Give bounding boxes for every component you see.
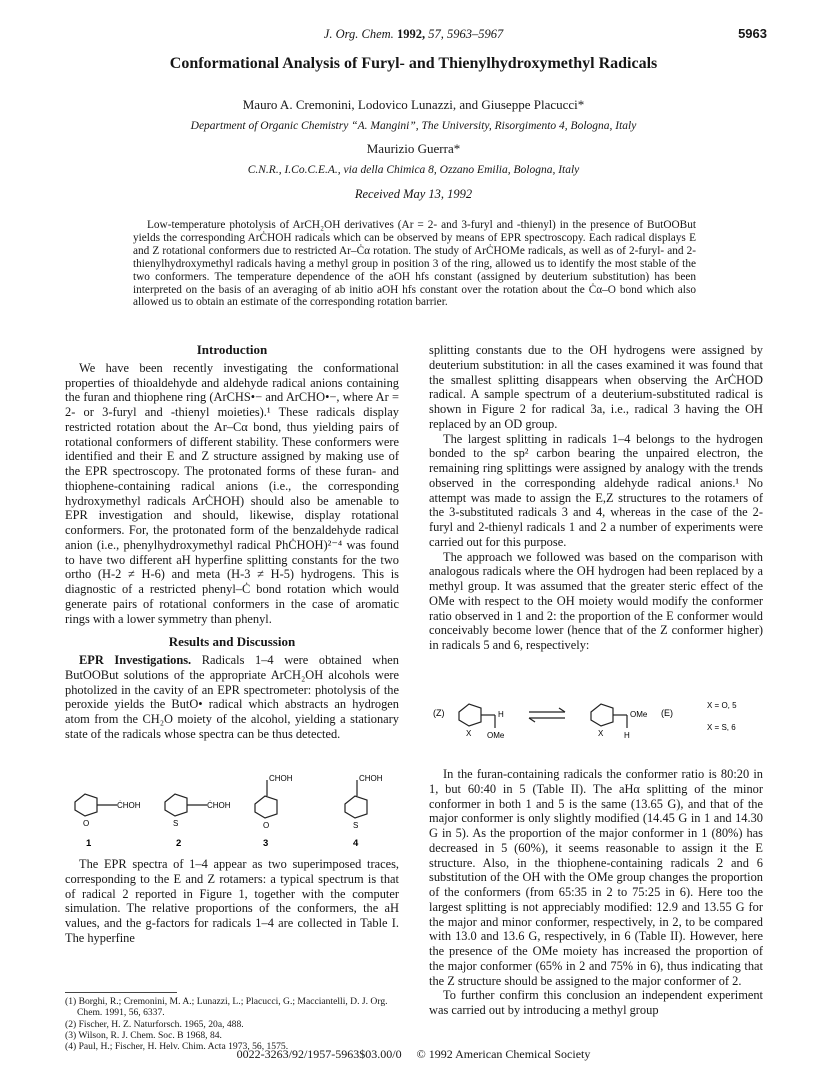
x-left: X [466,729,472,738]
condition-s: X = S, 6 [707,723,736,732]
footnote-3: (3) Wilson, R. J. Chem. Soc. B 1968, 84. [65,1029,222,1041]
intro-paragraph: We have been recently investigating the conformational properties of thioaldehyde and aldehyde radical anions containing the furan and thiophene ring (ArCHS•− and ArCHO•−, where Ar = 2- or 3-furyl and -thienyl moieties).¹ These radicals display restricted rotation about the Ar–Cα bond, thus yielding pairs of rotational conformers of different stability. These conformers were identified and their E and Z structure assigned by making use of the EPR spectroscopy. The protonated forms of these furan- and thiophene-containing radical anions (i.e., the corresponding hydroxymethyl radicals ArĊHOH) should also be amenable to EPR investigation and should, likewise, display rotational conformers. For, the protonated form of the benzaldehyde radical anion (i.e., phenylhydroxymethyl radical PhĊHOH)²⁻⁴ was found to have two different aH hyperfine splitting constants for the two ortho (H-2 ≠ H-6) and meta (H-3 ≠ H-5) hydrogens. This is diagnostic of a restricted phenyl–Ċ bond rotation which would generate pairs of rotational conformers in the case of aromatic rings with a lower symmetry than phenyl. [65,360,399,626]
structure-4 [345,774,383,849]
right-paragraph-3: The approach we followed was based on the comparison with analogous radicals where the OH hydrogen had been replaced by a methyl group. It was assumed that the greater steric effect of the OMe with respect to the OH moiety would modify the conformer ratio observed in 1 and 2: the proportion of the E conformer would conceivably become lower (hence that of the Z conformer higher) in radicals 5 and 6, respectively: [429,549,763,652]
page-footer [0,1047,827,1062]
structures-1-4 [65,774,399,854]
right-paragraph-4: In the furan-containing radicals the conformer ratio is 80:20 in 1, but 60:40 in 5 (Table II). The aHα splitting of the minor conformer in both 1 and 5 is the same (13.65 G), and that of the major conformer is only slightly modified (14.45 G in 1 and 14.30 G in 5). As the proportion of the major conformer in 1 (80%) has decreased in 5 (60%), it seems reasonable to assign it the E structure. Also, in the thiophene-containing radicals 2 and 6 substitution of the OH with the OMe group changes the proportion of the conformers (from 65:35 in 2 to 75:25 in 6). Here too the largest splitting is not appreciably modified: 12.9 and 13.55 G for the major and minor conformer, respectively, in 2, to be compared with 13.0 and 13.6 G, respectively, in 6 (Table II). However, here the presence of the OMe moiety has increased the proportion of the major conformer (65% in 2 and 75% in 6), thus indicating that the Z structure should be assigned to the major conformer of 2. [429,767,763,988]
footnote-4: (4) Paul, H.; Fischer, H. Helv. Chim. Acta 1973, 56, 1575. [65,1041,289,1053]
x-right: X [598,729,604,738]
author-list: Mauro A. Cremonini, Lodovico Lunazzi, and Giuseppe Placucci* [242,97,585,112]
hetero-4: S [353,821,359,830]
hetero-2: S [173,819,179,828]
page-number: 5963 [738,26,767,41]
footnote-1: (1) Borghi, R.; Cremonini, M. A.; Lunazzi, L.; Placucci, G.; Macciantelli, D. J. Org. Chem. 1991, 56, 6337. [65,996,388,1019]
equilibrium-scheme [429,690,763,760]
affiliation-1: Department of Organic Chemistry “A. Mangini”, The University, Risorgimento 4, Bologna, Italy [190,120,637,132]
label-1: ĊHOH [117,801,141,810]
condition-o: X = O, 5 [707,701,737,710]
structure-1 [75,794,141,849]
footnotes [65,992,399,1052]
journal-year: 1992, [396,27,426,41]
journal-volume: 57, [428,27,444,41]
label-2: ĊHOH [207,801,231,810]
number-3: 3 [263,838,269,849]
footnote-rule [65,992,177,993]
h-right: H [624,731,630,740]
z-label: (Z) [433,708,445,718]
e-label: (E) [661,708,673,718]
epr-text: Radicals 1–4 were obtained when ButOOBut solutions of the appropriate ArCH₂OH alcohols were photolized in the cavity of an EPR spectrometer: photolysis of the peroxide yields the ButO• radical which abstracts an hydrogen atom from the CH₂O moiety of the alcohol, yielding a stationary state of the radicals whose spectra can be thus detected. [65,653,399,741]
author-2: Maurizio Guerra* [366,141,461,156]
left-column-continued [65,857,399,946]
epr-paragraph-2: The EPR spectra of 1–4 appear as two superimposed traces, corresponding to the E and Z rotamers: a typical spectrum is that of radical 2 reported in Figure 1, together with the computer simulation. The relative proportions of the conformers, the aH values, and the g-factors for radicals 1–4 are collected in Table I. The hyperfine [65,857,399,945]
h-left: H [498,710,504,719]
structure-3 [255,774,293,849]
received-date: Received May 13, 1992 [354,187,473,201]
hetero-1: O [83,819,90,828]
left-column [65,343,399,742]
number-1: 1 [86,838,92,849]
right-paragraph-1: splitting constants due to the OH hydrogens were assigned by deuterium substitution: in all the cases examined it was found that the smallest splitting disappears when observing the ArĊHOD radical. A sample spectrum of a deuterium-substituted radical is shown in Figure 2 for radical 3a, i.e., radical 3 having the OH replaced by an OD group. [429,343,763,431]
structure-2 [165,794,231,849]
ome-left: OMe [487,731,505,740]
journal-pages: 5963–5967 [446,27,504,41]
footnote-2: (2) Fischer, H. Z. Naturforsch. 1965, 20a, 488. [65,1018,244,1030]
label-4: ĊHOH [359,774,383,783]
number-4: 4 [353,838,359,849]
affiliation-2: C.N.R., I.Co.C.E.A., via della Chimica 8, Ozzano Emilia, Bologna, Italy [247,164,580,176]
paper-title: Conformational Analysis of Furyl- and Thienylhydroxymethyl Radicals [169,55,658,72]
intro-heading: Introduction [196,342,268,357]
right-column [429,343,763,653]
results-heading: Results and Discussion [168,634,296,650]
right-column-continued [429,767,763,1018]
journal-name: J. Org. Chem. [323,27,394,41]
epr-label: EPR Investigations. [79,653,192,667]
ome-right: OMe [630,710,648,719]
copyright: © 1992 American Chemical Society [416,1047,591,1061]
journal-citation [0,27,827,42]
right-paragraph-2: The largest splitting in radicals 1–4 belongs to the hydrogen bonded to the sp² carbon bearing the unpaired electron, the remaining ring splittings were assigned by analogy with the trends observed in the corresponding aldehyde radical anions.¹ No attempt was made to assign the E,Z structures to the rotamers of the 3-substituted radicals 3 and 4, whereas in the case of the 2-furyl and 2-thienyl radicals 1 and 2 a number of experiments were carried out for this purpose. [429,431,763,549]
abstract: Low-temperature photolysis of ArCH₂OH derivatives (Ar = 2- and 3-furyl and -thienyl) in the presence of ButOOBut yields the corresponding ArĊHOH radicals which can be observed by means of EPR spectroscopy. Each radical displays E and Z rotational conformers due to restricted Ar–Ċα rotation. The study of ArĊHOMe radicals, as well as of 2-furyl- and 2-thienylhydroxymethyl radicals having a methyl group in position 3 of the ring, allowed us to identify the most stable of the two conformers. The temperature dependence of the aOH hfs constant (assigned by deuterium substitution) has been interpreted on the basis of an averaging of ab initio aOH hfs constant over the rotation about the Ċα–O bond which also allowed us to obtain an estimate of the corresponding rotation barrier. [133,219,696,309]
right-paragraph-5: To further confirm this conclusion an independent experiment was carried out by introducing a methyl group [429,988,763,1017]
article-code: 0022-3263/92/1957-5963$03.00/0 [236,1047,402,1061]
number-2: 2 [176,838,182,849]
hetero-3: O [263,821,270,830]
label-3: ĊHOH [269,774,293,783]
epr-paragraph [65,653,399,742]
